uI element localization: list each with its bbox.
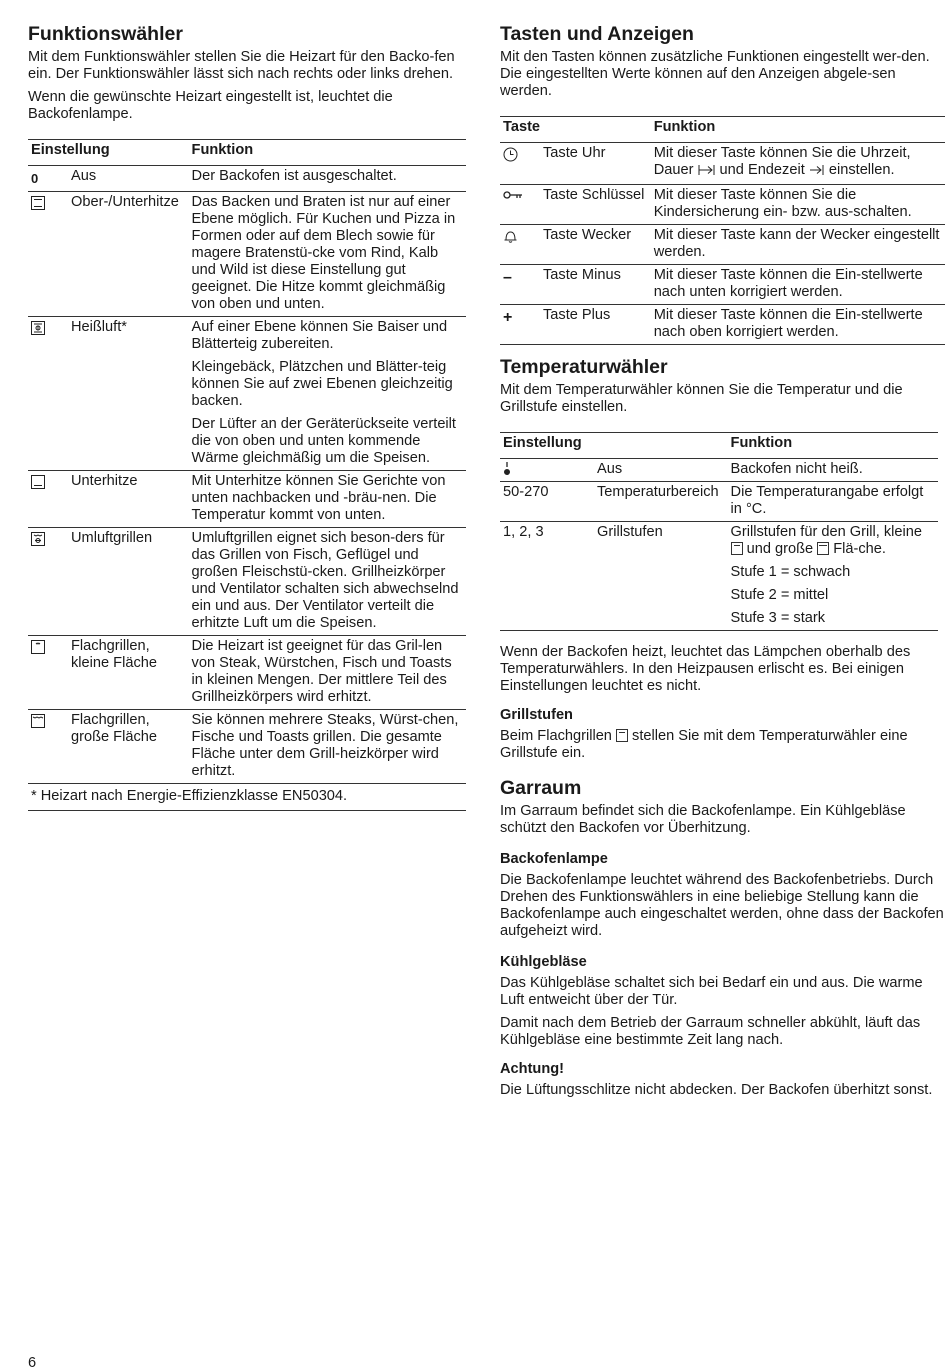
left-column — [28, 22, 466, 811]
garraum-title: Garraum — [500, 777, 582, 799]
funktionswaehler-intro-2: Wenn die gewünschte Heizart eingestellt ist, leuchtet die Backofenlampe. — [28, 89, 393, 122]
key-label: Taste Wecker — [540, 225, 651, 265]
grillstufen-text: Beim Flachgrillen stellen Sie mit dem Temperaturwähler eine Grillstufe ein. — [500, 728, 908, 761]
kuehlgeblaese-heading: Kühlgebläse — [500, 954, 587, 970]
function-text: Mit dieser Taste können die Ein-stellwerte nach unten korrigiert werden. — [651, 265, 945, 305]
setting-label: Aus — [594, 459, 728, 482]
temperaturwaehler-intro: Mit dem Temperaturwähler können Sie die Temperatur und die Grillstufe einstellen. — [500, 382, 903, 415]
table-row — [500, 459, 938, 482]
grill-large-icon — [817, 542, 829, 555]
table-row — [500, 225, 945, 265]
grill-small-icon — [28, 636, 68, 710]
bell-icon — [500, 225, 540, 265]
col-header-einstellung: Einstellung — [28, 140, 189, 166]
col-header-funktion: Funktion — [189, 140, 466, 166]
setting-label: Umluftgrillen — [68, 528, 189, 636]
grill-large-icon — [28, 710, 68, 784]
top-bottom-heat-icon — [28, 192, 68, 317]
funktionswaehler-table — [28, 139, 466, 784]
temperaturwaehler-note: Wenn der Backofen heizt, leuchtet das Lämpchen oberhalb des Temperaturwählers. In den Heizpausen erlischt es. Bei einigen Einstellungen leuchtet es nicht. — [500, 644, 911, 694]
function-text: Die Temperaturangabe erfolgt in °C. — [728, 482, 938, 522]
function-text: Die Heizart ist geeignet für das Gril-len von Steak, Würstchen, Fisch und Toasts in kleinen Mengen. Der mittlere Teil des Grillheizkörpers wird erhitzt. — [189, 636, 466, 710]
table-row — [28, 636, 466, 710]
temperaturwaehler-title: Temperaturwähler — [500, 356, 668, 378]
setting-value: 1, 2, 3 — [500, 522, 594, 631]
tasten-title: Tasten und Anzeigen — [500, 23, 694, 45]
grillstufen-heading: Grillstufen — [500, 707, 573, 723]
function-text: Mit dieser Taste kann der Wecker eingestellt werden. — [651, 225, 945, 265]
end-time-icon — [809, 164, 825, 181]
grill-small-icon — [616, 729, 628, 742]
table-row — [500, 482, 938, 522]
tasten-intro: Mit den Tasten können zusätzliche Funktionen eingestellt wer-den. Die eingestellten Werte können auf den Anzeigen abgele-sen werden. — [500, 49, 930, 99]
function-text: Mit dieser Taste können Sie die Uhrzeit, Dauer und Endezeit einstellen. — [651, 143, 945, 185]
achtung-text: Die Lüftungsschlitze nicht abdecken. Der Backofen überhitzt sonst. — [500, 1082, 933, 1098]
setting-label: Ober-/Unterhitze — [68, 192, 189, 317]
funktionswaehler-title: Funktionswähler — [28, 23, 183, 45]
function-text: Backofen nicht heiß. — [728, 459, 938, 482]
function-text: Mit dieser Taste können Sie die Kindersicherung ein- bzw. aus-schalten. — [651, 185, 945, 225]
right-column — [500, 22, 945, 1105]
key-label: Taste Minus — [540, 265, 651, 305]
function-text: Grillstufen für den Grill, kleine und große Flä-che. Stufe 1 = schwach Stufe 2 = mittel Stufe 3 = stark — [728, 522, 938, 631]
col-header-funktion: Funktion — [728, 433, 938, 459]
setting-label: Flachgrillen, kleine Fläche — [68, 636, 189, 710]
key-label: Taste Plus — [540, 305, 651, 345]
table-row — [28, 528, 466, 636]
col-header-funktion: Funktion — [651, 117, 945, 143]
kuehlgeblaese-text-2: Damit nach dem Betrieb der Garraum schneller abkühlt, läuft das Kühlgebläse eine bestimmte Zeit lang nach. — [500, 1015, 921, 1048]
function-text: Sie können mehrere Steaks, Würst-chen, Fische und Toasts grillen. Die gesamte Fläche unter dem Grill-heizkörper wird erhitzt. — [189, 710, 466, 784]
table-row — [28, 710, 466, 784]
table-row — [28, 471, 466, 528]
funktionswaehler-intro-1: Mit dem Funktionswähler stellen Sie die Heizart für den Backo-fen ein. Der Funktionswähler lässt sich nach rechts oder links drehen. — [28, 49, 455, 82]
function-text: Auf einer Ebene können Sie Baiser und Blätterteig zubereiten. Kleingebäck, Plätzchen und Blätter-teig können Sie auf zwei Ebenen gleichzeitig backen. Der Lüfter an der Geräterückseite verteilt die von oben und unten kommende Wärme gleichmäßig um die Speisen. — [189, 317, 466, 471]
col-header-einstellung: Einstellung — [500, 433, 728, 459]
table-row — [28, 317, 466, 471]
minus-icon: – — [500, 265, 540, 305]
tasten-table — [500, 116, 945, 345]
hot-air-icon — [28, 317, 68, 471]
table-row — [28, 192, 466, 317]
setting-label: Unterhitze — [68, 471, 189, 528]
circulated-grill-icon — [28, 528, 68, 636]
table-row — [500, 522, 938, 631]
setting-label: Aus — [68, 166, 189, 192]
function-text: Umluftgrillen eignet sich beson-ders für das Grillen von Fisch, Geflügel und großen Fleischstü-cken. Grillheizkörper und Ventilator schalten sich abwechselnd ein und aus. Der Ventilator verteilt die erhitzte Luft um die Speisen. — [189, 528, 466, 636]
setting-value: 50-270 — [500, 482, 594, 522]
page-number: 6 — [28, 1355, 37, 1371]
function-text: Der Backofen ist ausgeschaltet. — [189, 166, 466, 192]
key-icon — [500, 185, 540, 225]
key-label: Taste Schlüssel — [540, 185, 651, 225]
setting-label: Heißluft* — [68, 317, 189, 471]
achtung-heading: Achtung! — [500, 1061, 565, 1077]
table-row — [28, 166, 466, 192]
function-text: Mit Unterhitze können Sie Gerichte von unten nachbacken und -bräu-nen. Die Temperatur kommt von unten. — [189, 471, 466, 528]
bottom-heat-icon — [28, 471, 68, 528]
backofenlampe-heading: Backofenlampe — [500, 851, 608, 867]
temperaturwaehler-table — [500, 432, 938, 631]
plus-icon: + — [500, 305, 540, 345]
zero-symbol: 0 — [28, 166, 68, 192]
setting-label: Temperaturbereich — [594, 482, 728, 522]
grill-small-icon — [731, 542, 743, 555]
col-header-taste: Taste — [500, 117, 651, 143]
setting-label: Grillstufen — [594, 522, 728, 631]
clock-icon — [500, 143, 540, 185]
table-row — [500, 265, 945, 305]
table-footnote: * Heizart nach Energie-Effizienzklasse EN50304. — [28, 784, 466, 811]
table-row — [500, 143, 945, 185]
function-text: Das Backen und Braten ist nur auf einer Ebene möglich. Für Kuchen und Pizza in Formen oder auf dem Blech sowie für magere Bratenstü-cke vom Rind, Kalb und Wild ist diese Einstellung gut geeignet. Die Hitze kommt gleichmäßig von oben und unten. — [189, 192, 466, 317]
duration-icon — [698, 164, 716, 181]
key-label: Taste Uhr — [540, 143, 651, 185]
setting-label: Flachgrillen, große Fläche — [68, 710, 189, 784]
off-dot-icon — [500, 459, 594, 482]
table-row — [500, 185, 945, 225]
table-row — [500, 305, 945, 345]
kuehlgeblaese-text-1: Das Kühlgebläse schaltet sich bei Bedarf ein und aus. Die warme Luft entweicht über der Tür. — [500, 975, 923, 1008]
garraum-intro: Im Garraum befindet sich die Backofenlampe. Ein Kühlgebläse schützt den Backofen vor Überhitzung. — [500, 803, 906, 836]
function-text: Mit dieser Taste können die Ein-stellwerte nach oben korrigiert werden. — [651, 305, 945, 345]
backofenlampe-text: Die Backofenlampe leuchtet während des Backofenbetriebs. Durch Drehen des Funktionswählers in eine beliebige Stellung kann die Backofenlampe auch eingeschaltet werden, ohne dass der Backofen aufgeheizt wird. — [500, 872, 944, 939]
